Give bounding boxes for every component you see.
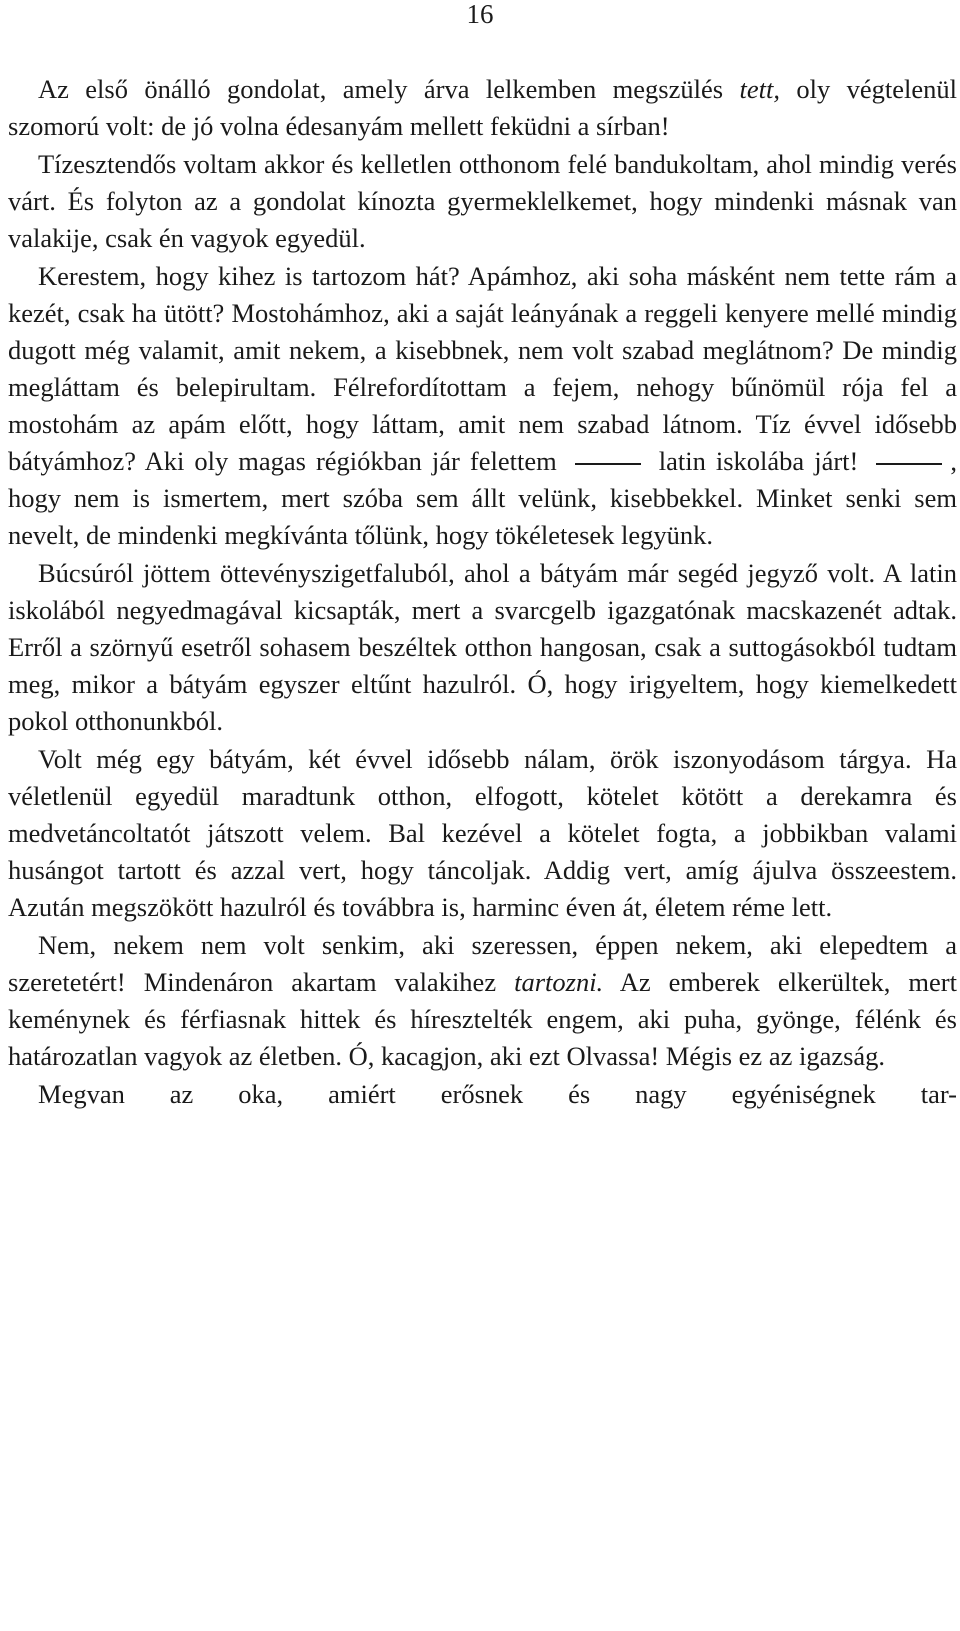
paragraph [8,741,957,926]
paragraph [8,258,957,554]
page-number: 16 [466,0,494,29]
italic-text: tett, [739,74,780,104]
text-run: Megvan az oka, amiért erősnek és nagy egyéniségnek tar- [38,1079,957,1109]
text-run: Volt még egy bátyám, két évvel idősebb nálam, örök iszonyodásom tárgya. Ha véletlenül egyedül maradtunk otthon, elfogott, kötelet kötött a derekamra és medvetáncoltatót játszott velem. Bal kezével a kötelet fogta, a jobbikban valami husángot tartott és azzal vert, hogy táncoljak. Addig vert, amíg ájulva összeestem. Azután megszökött hazulról és továbbra is, harminc éven át, életem réme lett. [8,744,957,922]
text-run: Tízesztendős voltam akkor és kelletlen otthonom felé bandukoltam, ahol mindig verés várt. És folyton az a gondolat kínozta gyermeklelkemet, hogy mindenki másnak van valakije, csak én vagyok egyedül. [8,149,957,253]
paragraph [8,927,957,1075]
italic-text: tartozni. [514,967,604,997]
em-dash [575,463,641,465]
em-dash [876,463,942,465]
text-run: Nem, nekem nem volt senkim, aki szeressen, éppen nekem, aki elepedtem a szeretetért! Mindenáron akartam valakihez [8,930,957,997]
text-run: , hogy nem is ismertem, mert szóba sem állt velünk, kisebbekkel. Minket senki sem nevelt, de mindenki megkívánta tőlünk, hogy tökéletesek legyünk. [8,446,957,550]
text-run: Kerestem, hogy kihez is tartozom hát? Apámhoz, aki soha másként nem tette rám a kezét, csak ha ütött? Mostohámhoz, aki a saját leányának a reggeli kenyere mellé mindig dugott még valamit, amit nekem, a kisebbnek, nem volt szabad meglátnom? De mindig megláttam és belepirultam. Félrefordítottam a fejem, nehogy bűnömül rója fel a mostohám az apám előtt, hogy láttam, amit nem szabad látnom. Tíz évvel idősebb bátyámhoz? Aki oly magas régiókban jár felettem [8,261,957,476]
text-run: Az emberek elkerültek, mert keménynek és férfiasnak hittek és híresztelték engem, aki puha, gyönge, félénk és határozatlan vagyok az életben. Ó, kacagjon, aki ezt Olvassa! Mégis ez az igazság. [8,967,957,1071]
paragraph [8,146,957,257]
paragraph [8,71,957,145]
text-run: Búcsúról jöttem öttevényszigetfaluból, ahol a bátyám már segéd jegyző volt. A latin iskolából negyedmagával kicsapták, mert a svarcgelb igazgatónak macskazenét adtak. Erről a szörnyű esetről sohasem beszéltek otthon hangosan, csak a suttogásokból tudtam meg, mikor a bátyám egyszer eltűnt hazulról. Ó, hogy irigyeltem, hogy kiemelkedett pokol otthonunkból. [8,558,957,736]
paragraph [8,555,957,740]
body-text [8,71,957,1114]
text-run: oly végtelenül szomorú volt: de jó volna édesanyám mellett feküdni a sírban! [8,74,957,141]
paragraph [8,1076,957,1113]
text-run: latin iskolába járt! [648,446,869,476]
text-run: Az első önálló gondolat, amely árva lelkemben megszülés [38,74,740,104]
